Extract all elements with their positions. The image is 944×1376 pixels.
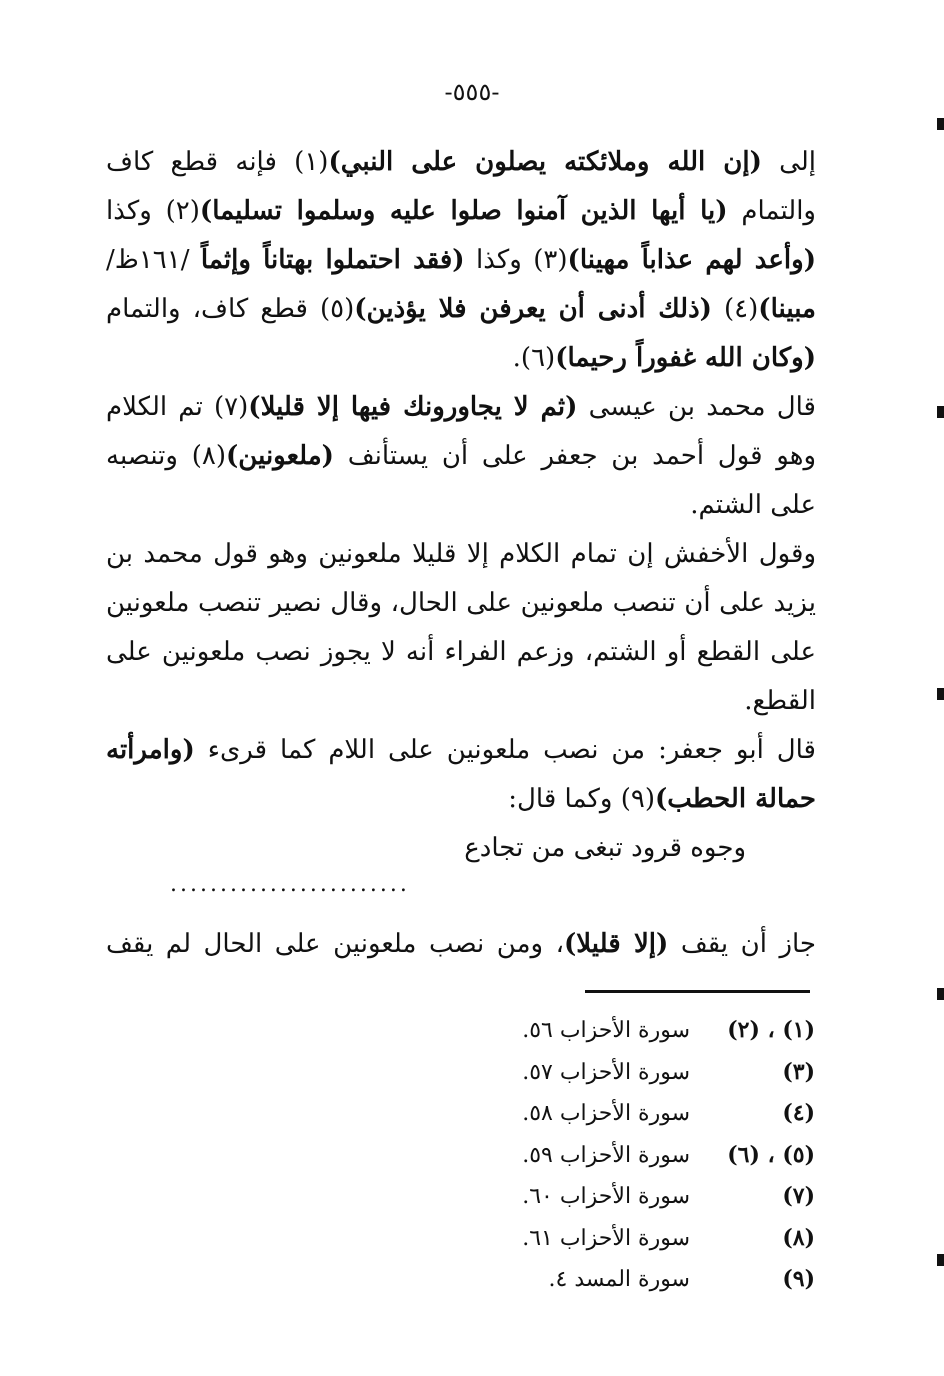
- footnote-text: سورة الأحزاب ٥٩.: [522, 1142, 690, 1168]
- footnote-number: (٣): [782, 1058, 815, 1085]
- footnote-text: سورة الأحزاب ٦١.: [522, 1225, 690, 1251]
- quran-quote: (إلا قليلا): [563, 929, 669, 959]
- poetry-verse: وجوه قرود تبغى من تجادع: [464, 833, 746, 863]
- footnote-row: [420, 1218, 815, 1260]
- footnote-text: سورة المسد ٤.: [548, 1267, 690, 1292]
- text-segment: (٩) وكما قال:: [508, 784, 655, 814]
- text-segment: (٥) قطع كاف، والتمام: [106, 294, 355, 324]
- footnote-text: سورة الأحزاب ٥٧.: [522, 1059, 690, 1085]
- quran-quote: (ثم لا يجاورونك فيها إلا قليلا): [248, 392, 578, 422]
- text-segment: جاز أن يقف: [668, 929, 816, 959]
- quran-quote: (إن الله وملائكته يصلون على النبي): [328, 147, 762, 177]
- paragraph: [106, 138, 816, 383]
- quran-quote: (وكان الله غفوراً رحيما): [555, 343, 816, 373]
- footnote-row: [420, 1052, 815, 1094]
- text-segment: (٤): [711, 294, 759, 324]
- footnotes: [420, 1010, 815, 1301]
- footnote-row: [420, 1176, 815, 1218]
- text-segment: /١٦١ظ/: [106, 245, 201, 275]
- text-segment: إلى: [761, 147, 816, 177]
- edge-mark: [937, 688, 944, 700]
- text-segment: قال أبو جعفر: من نصب ملعونين على اللام كما قرىء: [194, 735, 816, 765]
- edge-mark: [937, 406, 944, 418]
- ellipsis-separator: ........................: [170, 872, 410, 897]
- quran-quote: (وأعد لهم عذاباً مهينا): [567, 245, 816, 275]
- footnote-number: (٨): [782, 1224, 815, 1251]
- edge-mark: [937, 1254, 944, 1266]
- edge-mark: [937, 988, 944, 1000]
- text-segment: (٣) وكذا: [464, 245, 568, 275]
- quran-quote: (ذلك أدنى أن يعرفن فلا يؤذين): [354, 294, 712, 324]
- footnote-row: [420, 1135, 815, 1177]
- footnote-row: [420, 1259, 815, 1301]
- footnote-text: سورة الأحزاب ٥٦.: [522, 1018, 690, 1043]
- footnote-text: سورة الأحزاب ٦٠.: [522, 1184, 690, 1209]
- text-segment: (٦).: [512, 343, 556, 373]
- footnote-number: (٩): [782, 1266, 815, 1292]
- footnote-number: (٧): [782, 1183, 815, 1209]
- paragraph: [106, 726, 816, 824]
- paragraph: [106, 383, 816, 530]
- footnote-text: سورة الأحزاب ٥٨.: [522, 1101, 690, 1126]
- footnote-row: [420, 1010, 815, 1052]
- quran-quote: (يا أيها الذين آمنوا صلوا عليه وسلموا تسليما): [199, 196, 728, 226]
- text-segment: (٧) تم الكلام وهو قول أحمد بن جعفر على أن يستأنف: [106, 392, 817, 471]
- quran-quote: (ملعونين): [226, 441, 334, 471]
- text-segment: (١) فإنه قطع كاف والتمام: [106, 147, 816, 226]
- page-number: -٥٥٥-: [444, 78, 500, 106]
- footnote-number: (٤): [782, 1100, 815, 1126]
- text-segment: وقول الأخفش إن تمام الكلام إلا قليلا ملعونين وهو قول محمد بن يزيد على أن تنصب ملعونين على الحال، وقال نصير تنصب ملعونين على القطع أو الشتم، وزعم الفراء أنه لا يجوز نصب ملعونين على القطع.: [106, 539, 816, 716]
- main-text: [106, 138, 816, 873]
- edge-mark: [937, 118, 944, 130]
- paragraph: [106, 530, 816, 726]
- text-segment: قال محمد بن عيسى: [577, 392, 816, 422]
- quran-quote: (فقد احتملوا بهتاناً وإثماً: [200, 245, 465, 275]
- continuation-line: [106, 920, 816, 969]
- text-segment: (٨) وتنصبه على الشتم.: [106, 441, 816, 520]
- footnote-number: (١) ، (٢): [727, 1017, 815, 1043]
- text-segment: ، ومن نصب ملعونين على الحال لم يقف: [106, 929, 564, 959]
- footnote-rule: [585, 990, 810, 993]
- quran-quote: (وامرأته حمالة الحطب): [106, 735, 816, 814]
- text-segment: (٢) وكذا: [106, 196, 200, 226]
- footnote-number: (٥) ، (٦): [727, 1141, 815, 1168]
- footnote-row: [420, 1093, 815, 1135]
- quran-quote: مبينا): [758, 294, 816, 324]
